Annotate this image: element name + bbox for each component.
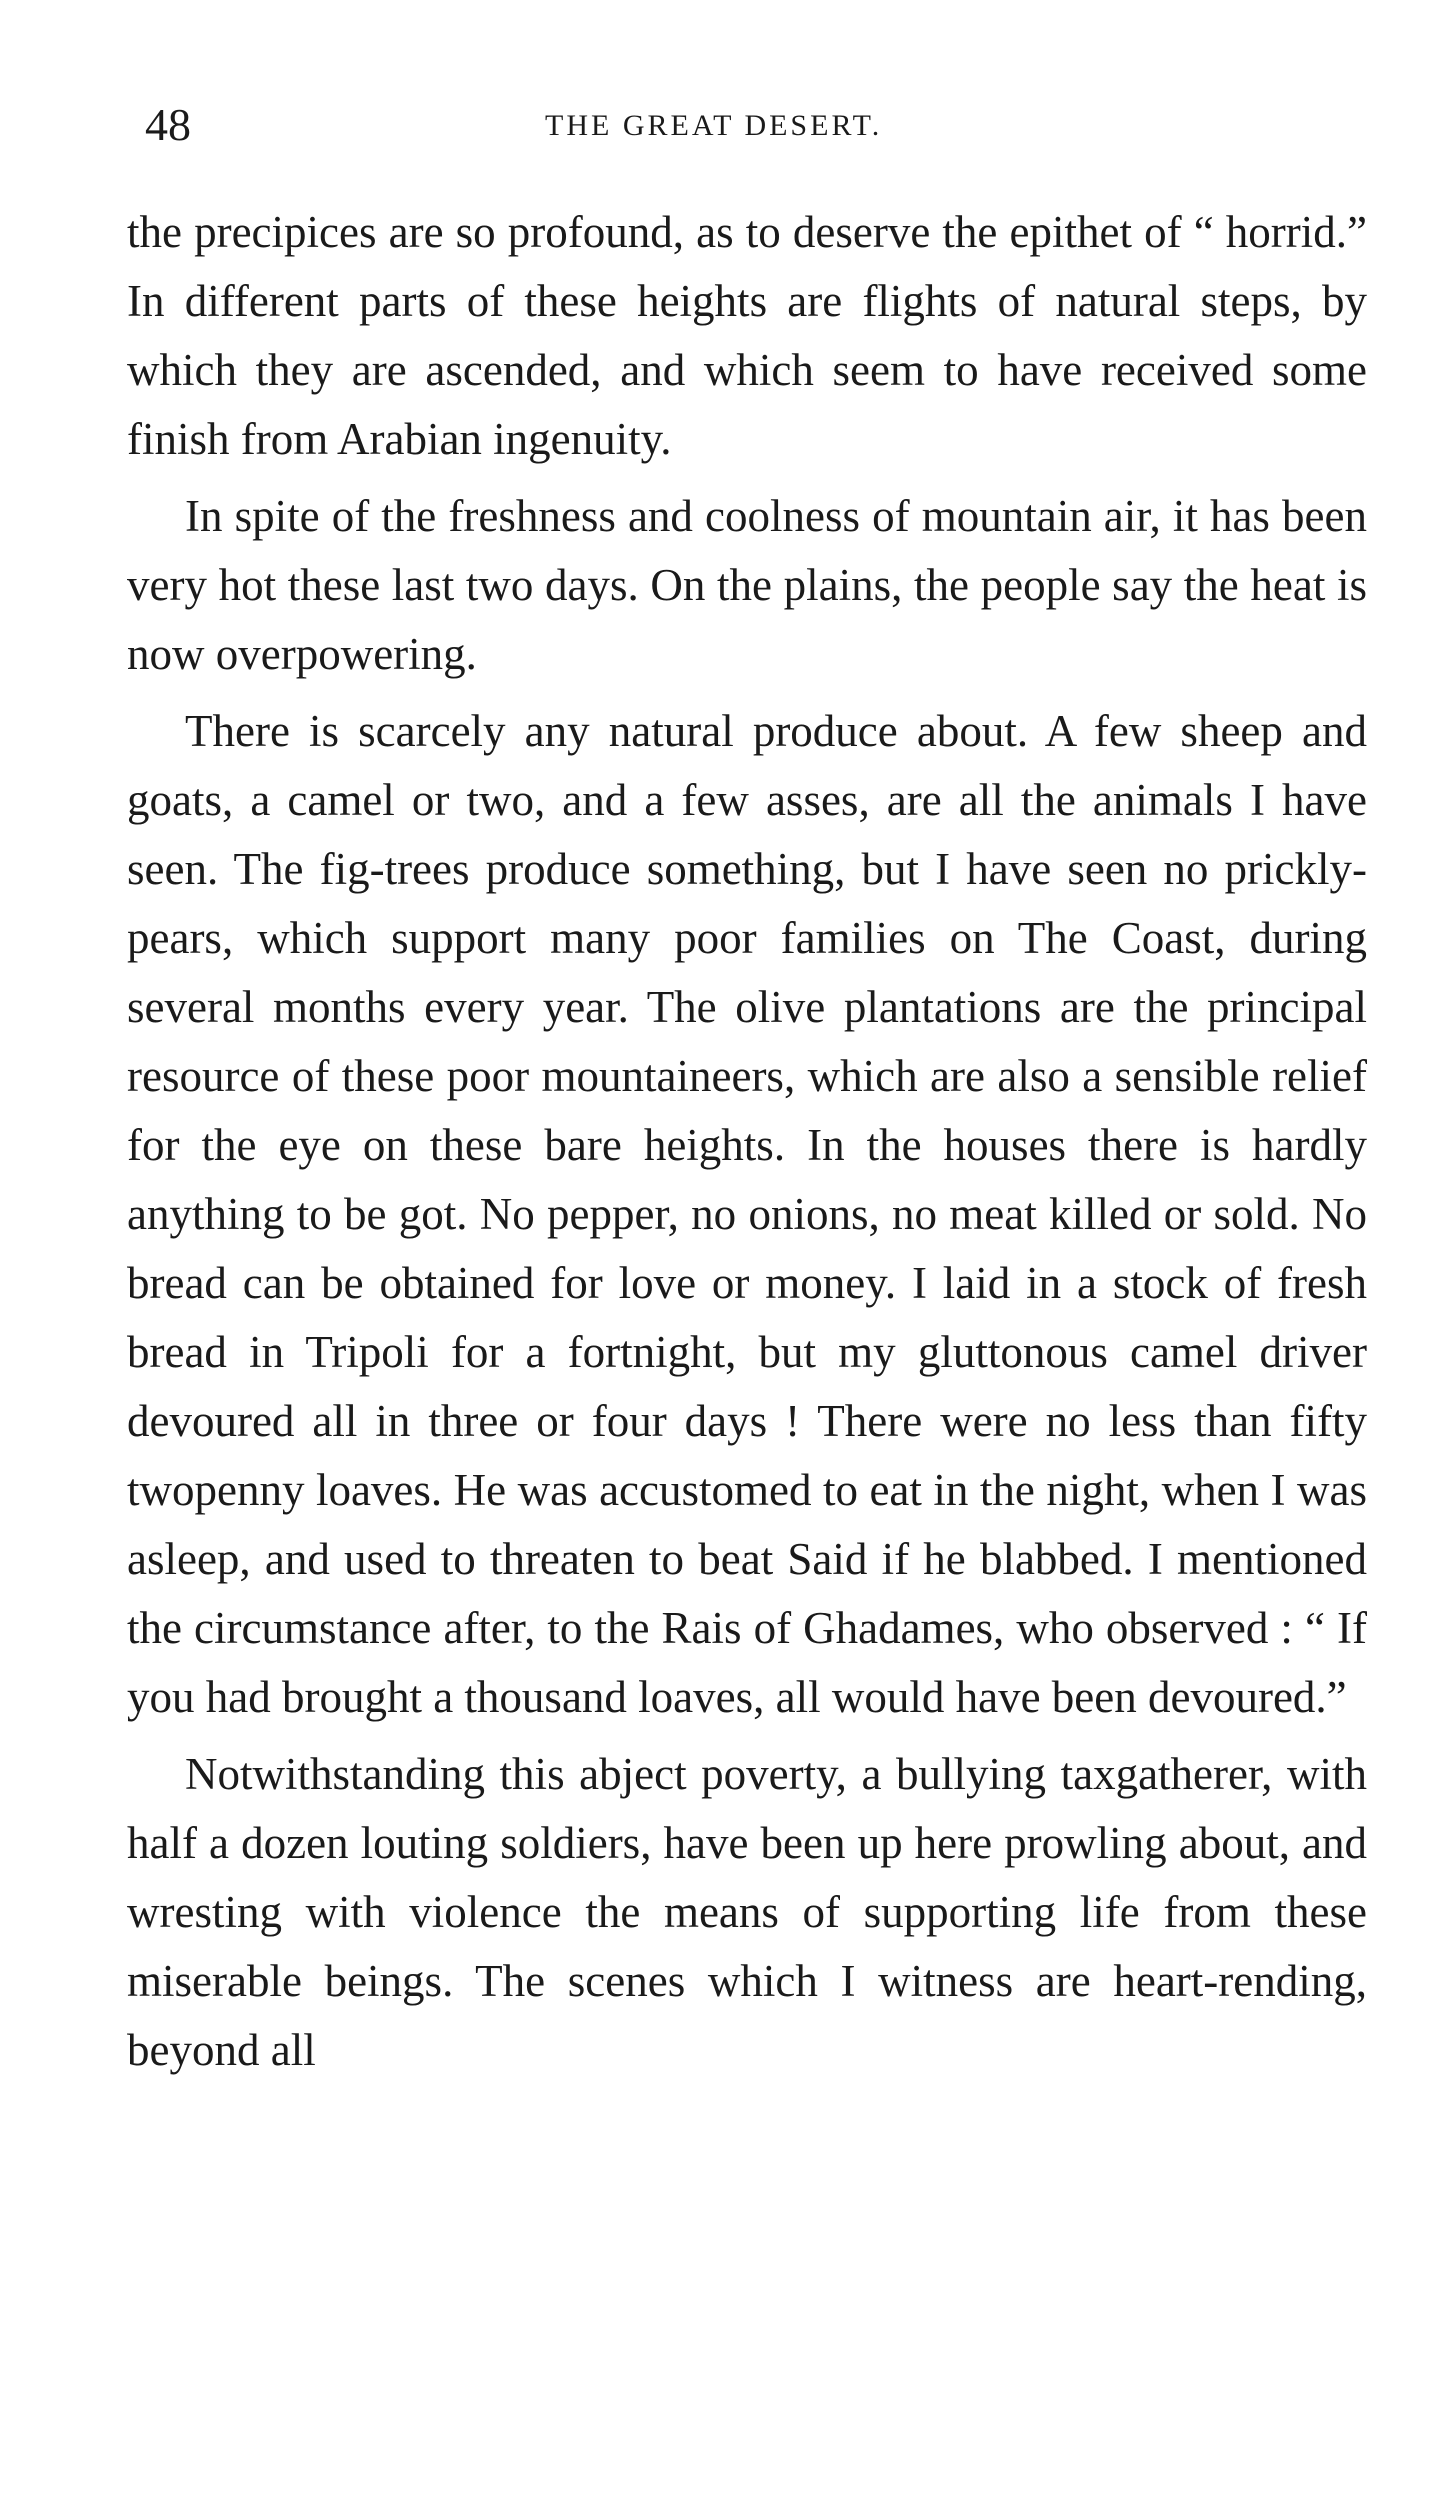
- paragraph-natural-produce: There is scarcely any natural produce about. A few sheep and goats, a camel or two, and a few asses, are all the animals I have seen. The fig-trees produce something, but I have seen no prickly-pears, which support many poor families on The Coast, during several months every year. The olive plantations are the principal resource of these poor mountaineers, which are also a sensible relief for the eye on these bare heights. In the houses there is hardly anything to be got. No pepper, no onions, no meat killed or sold. No bread can be obtained for love or money. I laid in a stock of fresh bread in Tripoli for a fortnight, but my gluttonous camel driver devoured all in three or four days ! There were no less than fifty twopenny loaves. He was accustomed to eat in the night, when I was asleep, and used to threaten to beat Said if he blabbed. I mentioned the circumstance after, to the Rais of Ghadames, who observed : “ If you had brought a thousand loaves, all would have been devoured.”: [127, 706, 1367, 1722]
- running-head: [145, 95, 1375, 155]
- paragraph-mountain-air: In spite of the freshness and coolness of mountain air, it has been very hot these last two days. On the plains, the people say the heat is now overpowering.: [127, 491, 1367, 679]
- page-number: 48: [145, 99, 191, 150]
- body-text: [127, 198, 1367, 2085]
- paragraph-continued: the precipices are so profound, as to deserve the epithet of “ horrid.” In different parts of these heights are flights of natural steps, by which they are ascended, and which seem to have received some finish from Arabian ingenuity.: [127, 207, 1367, 464]
- running-title: THE GREAT DESERT.: [545, 109, 883, 142]
- paragraph-tax-gatherer: Notwithstanding this abject poverty, a bullying taxgatherer, with half a dozen louting soldiers, have been up here prowling about, and wresting with violence the means of supporting life from these miserable beings. The scenes which I witness are heart-rending, beyond all: [127, 1749, 1367, 2075]
